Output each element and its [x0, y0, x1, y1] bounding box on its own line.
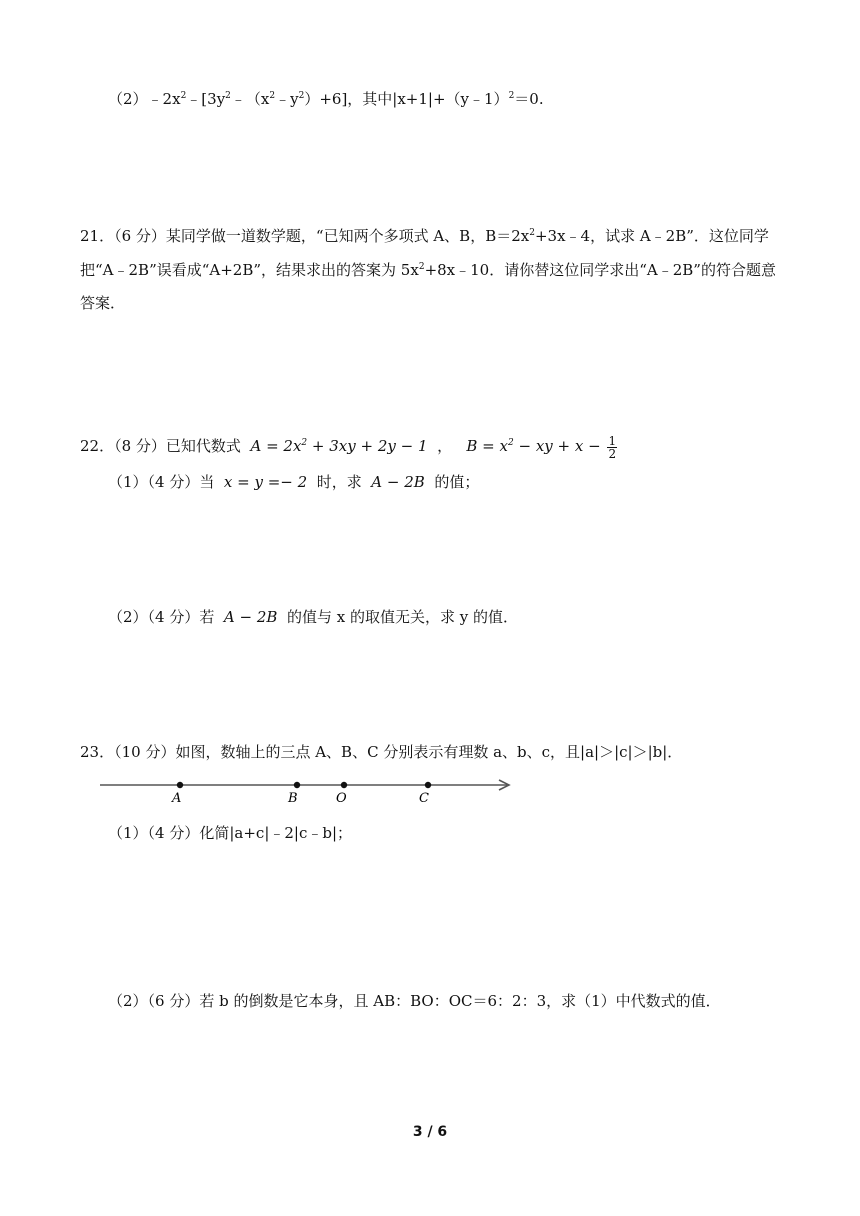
point-o — [341, 782, 347, 788]
label-a: A — [172, 791, 182, 806]
problem23-part2: （2）（6 分）若 b 的倒数是它本身，且 AB：BO：OC＝6：2：3，求（1）中代数式的值． — [108, 992, 721, 1010]
problem22-part2: （2）（4 分）若 A − 2B 的值与 x 的取值无关，求 y 的值． — [108, 608, 518, 626]
problem21-line2: 把“A﹣2B”误看成“A+2B”，结果求出的答案为 $5x^2+8x﹣10$．请你替这位同学求出“A﹣2B”的符合题意 — [80, 261, 776, 279]
number-line-figure — [95, 770, 525, 810]
fraction-one-half: $\frac{1}{2}$ — [608, 433, 617, 461]
problem22-intro: 22．（8 分）已知代数式 $A = 2x^2 + 3xy + 2y - 1$ ， $B = x^2$ − xy + x − $\frac{1}{2}$ — [80, 433, 617, 461]
problem21-line3: 答案． — [80, 294, 126, 312]
problem23-intro: 23．（10 分）如图，数轴上的三点 A、B、C 分别表示有理数 a、b、c，且|a|＞|c|＞|b|． — [80, 743, 683, 761]
problem-number: 21． — [80, 227, 115, 245]
expr-a: $A = 2x^2 + 3xy + 2y - 1$ — [250, 437, 428, 455]
point-b — [294, 782, 300, 788]
problem-score: （8 分） — [114, 437, 166, 455]
problem-number: 22． — [80, 437, 115, 455]
label-b: B — [288, 791, 298, 806]
problem21-line1: 21．（6 分）某同学做一道数学题，“已知两个多项式 A、B，$B=2x^2+3x﹣4$，试求 A﹣2B”．这位同学 — [80, 227, 769, 245]
part-label: （2） — [108, 90, 148, 108]
problem22-part1: （1）（4 分）当 x = y =− 2 时，求 A − 2B 的值； — [108, 473, 480, 491]
problem-number: 23． — [80, 743, 115, 761]
label-o: O — [336, 791, 347, 806]
problem-score: （6 分） — [114, 227, 166, 245]
page-number: 3 / 6 — [412, 1124, 448, 1140]
problem-score: （10 分） — [114, 743, 176, 761]
problem23-part1: （1）（4 分）化简|a+c|﹣2|c﹣b|； — [108, 824, 353, 842]
point-c — [425, 782, 431, 788]
problem20-part2: $(2)﹣2x^2﹣[3y^2﹣(x^2﹣y^2)+6]$，其中|x+1|+（y﹣1）$^2$＝0. — [108, 90, 544, 108]
point-a — [177, 782, 183, 788]
label-c: C — [419, 791, 429, 806]
expr-b: $B = x^2$ − xy + x − — [466, 437, 601, 455]
